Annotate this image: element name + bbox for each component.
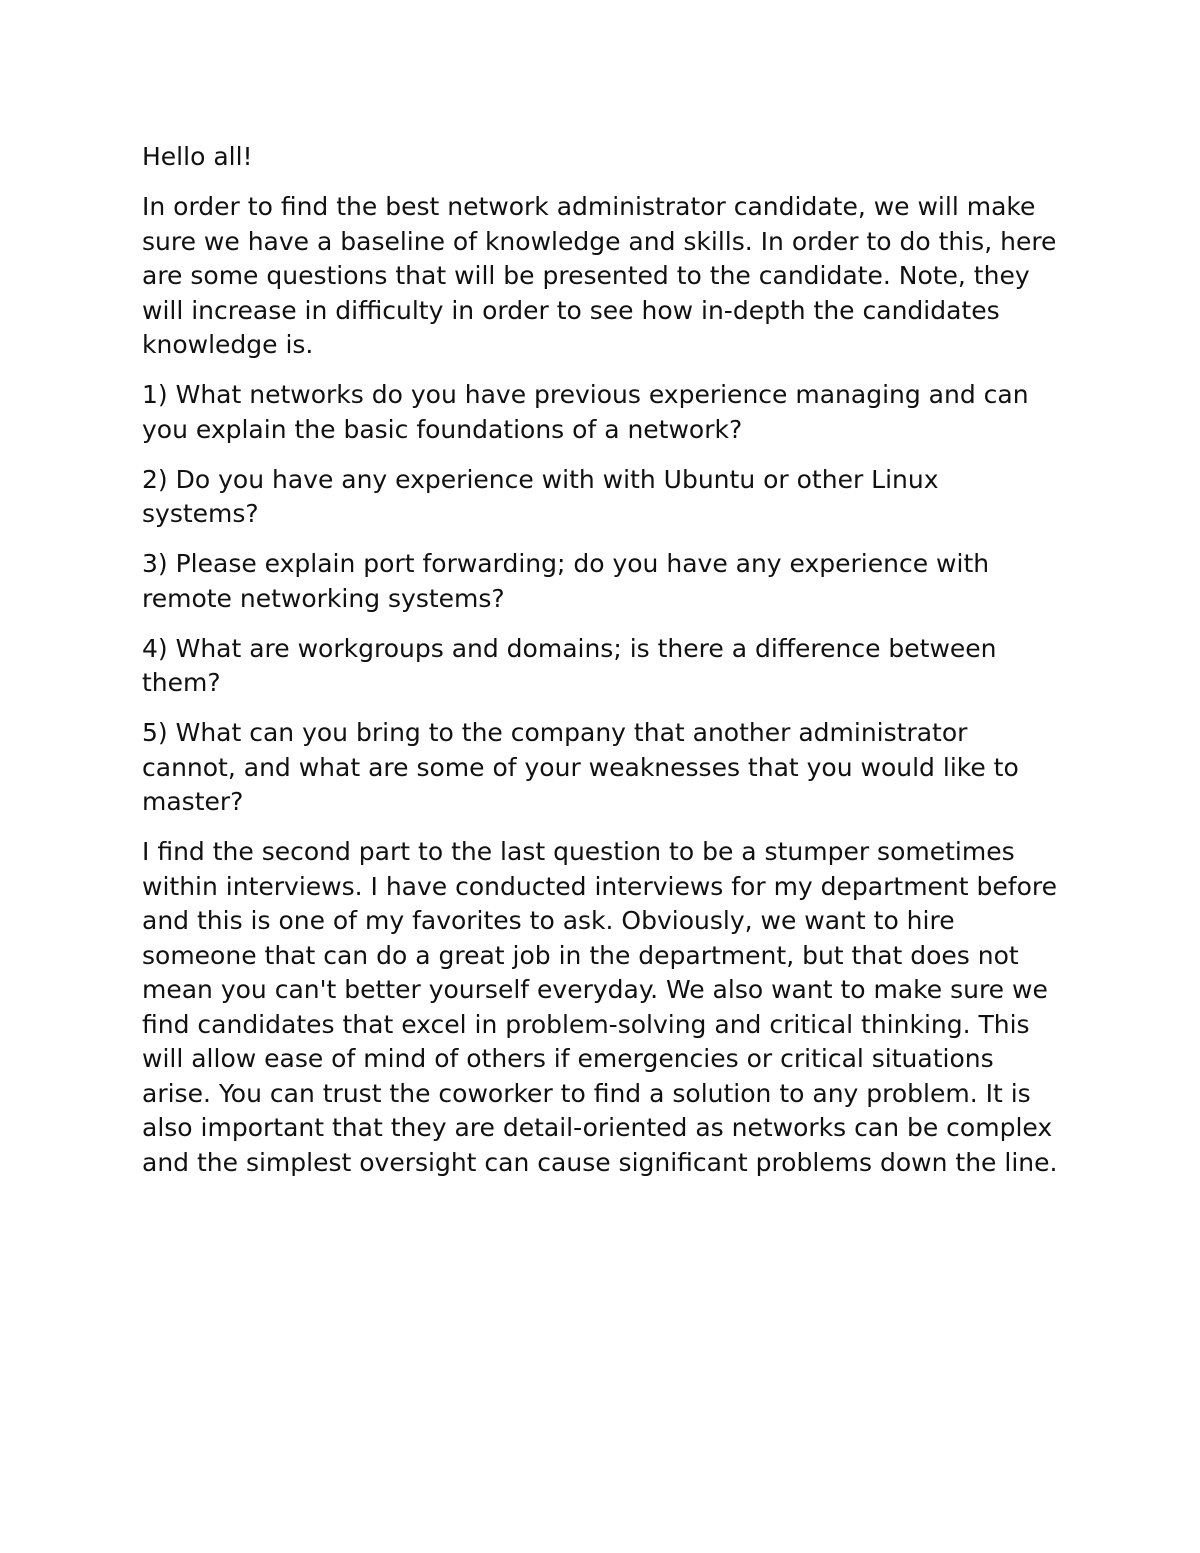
document-body — [142, 140, 1062, 1196]
greeting-paragraph: Hello all! — [142, 142, 253, 171]
question-2: 2) Do you have any experience with with Ubuntu or other Linux systems? — [142, 464, 939, 528]
closing-paragraph: I find the second part to the last question to be a stumper sometimes within interviews. I have conducted interviews for my department before and this is one of my favorites to ask. Obviously, we want to hire someone that can do a great job in the department, but that does not mean you can't better yourself everyday. We also want to make sure we find candidates that excel in problem-solving and critical thinking. This will allow ease of mind of others if emergencies or critical situations arise. You can trust the coworker to find a solution to any problem. It is also important that they are detail-oriented as networks can be complex and the simplest oversight can cause significant problems down the line. — [142, 837, 1058, 1177]
question-1: 1) What networks do you have previous experience managing and can you explain the basic foundations of a network? — [142, 380, 1029, 444]
question-4: 4) What are workgroups and domains; is there a difference between them? — [142, 633, 997, 697]
question-3: 3) Please explain port forwarding; do you have any experience with remote networking systems? — [142, 549, 990, 613]
question-5: 5) What can you bring to the company that another administrator cannot, and what are some of your weaknesses that you would like to master? — [142, 718, 1019, 816]
intro-paragraph: In order to find the best network administrator candidate, we will make sure we have a baseline of knowledge and skills. In order to do this, here are some questions that will be presented to the candidate. Note, they will increase in difficulty in order to see how in-depth the candidates knowledge is. — [142, 192, 1057, 359]
